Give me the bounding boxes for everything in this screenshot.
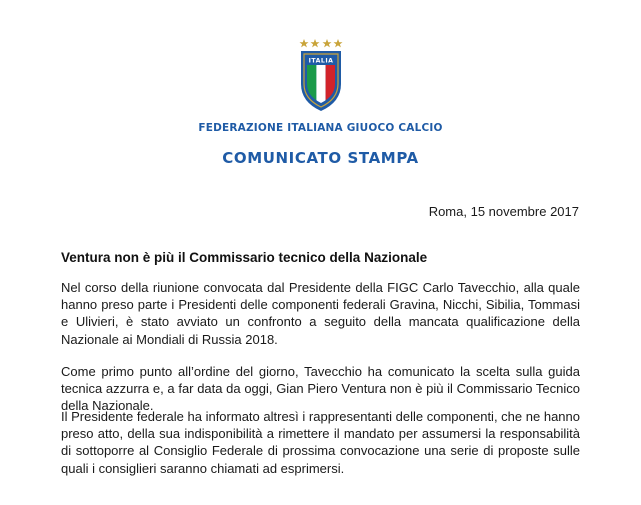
paragraph-2: Come primo punto all’ordine del giorno, Tavecchio ha comunicato la scelta sulla guida tecnica azzurra e, a far data da oggi, Gian Piero Ventura non è più il Commissario Tecnico della Nazionale. bbox=[61, 364, 580, 414]
date-line: Roma, 15 novembre 2017 bbox=[428, 204, 579, 219]
paragraph-1: Nel corso della riunione convocata dal Presidente della FIGC Carlo Tavecchio, alla quale hanno preso parte i Presidenti delle componenti federali Gravina, Nicchi, Sibilia, Tommasi e Ulivieri, è stato avviato un confronto a seguito della mancata qualificazione della Nazionale ai Mondiali di Russia 2018. bbox=[61, 280, 580, 347]
organization-name: FEDERAZIONE ITALIANA GIUOCO CALCIO bbox=[198, 122, 443, 134]
press-release-title: COMUNICATO STAMPA bbox=[222, 149, 419, 167]
paragraph-3: Il Presidente federale ha informato altresì i rappresentanti delle componenti, che ne hanno preso atto, della sua indisponibilità a rimettere il mandato per assumersi la responsabilità di sottoporre al Consiglio Federale di prossima convocazione una serie di proposte sulle quali i consiglieri saranno chiamati ad esprimersi. bbox=[61, 409, 580, 476]
headline: Ventura non è più il Commissario tecnico della Nazionale bbox=[61, 250, 428, 265]
logo-text: ITALIA bbox=[308, 57, 334, 65]
figc-shield-logo bbox=[298, 38, 344, 112]
